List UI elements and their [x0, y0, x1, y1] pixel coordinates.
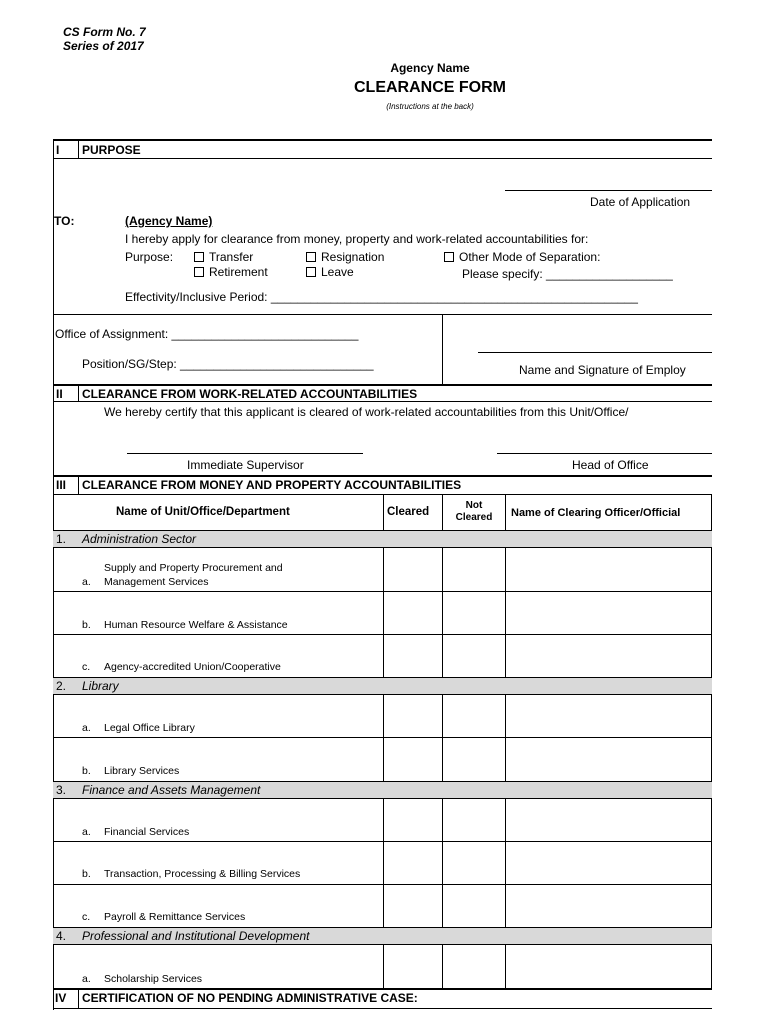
section1-title: PURPOSE [82, 143, 141, 157]
group-row [53, 678, 712, 694]
table-col-line [442, 547, 443, 677]
item-letter: b. [82, 619, 91, 631]
not-cleared-line2: Cleared [455, 512, 493, 523]
item-letter: b. [82, 765, 91, 777]
item-label: Scholarship Services [104, 973, 203, 985]
item-label: Supply and Property Procurement and [104, 562, 283, 574]
group-name: Library [82, 679, 119, 693]
table-col-line [505, 494, 506, 530]
form-number [63, 25, 146, 53]
form-series: Series of 2017 [63, 39, 144, 53]
table-col-line [383, 694, 384, 781]
table-col-line [711, 798, 712, 927]
section3-number: III [56, 478, 67, 492]
section1-vertical-divider [442, 314, 443, 384]
transfer-label: Transfer [209, 250, 254, 264]
supervisor-signature-line [127, 453, 363, 454]
item-letter: a. [82, 973, 91, 985]
group-name: Finance and Assets Management [82, 783, 261, 797]
table-col-line [711, 944, 712, 988]
form-title: CLEARANCE FORM [354, 79, 506, 96]
leave-label: Leave [321, 265, 354, 279]
section2-number: II [56, 387, 63, 401]
item-letter: a. [82, 722, 91, 734]
to-agency: (Agency Name) [125, 214, 213, 228]
supervisor-label: Immediate Supervisor [187, 458, 304, 472]
col-officer-header: Name of Clearing Officer/Official [511, 507, 681, 519]
table-col-line [442, 494, 443, 530]
table-col-line [442, 798, 443, 927]
section4-number: IV [55, 991, 67, 1005]
item-label: Transaction, Processing & Billing Services [104, 868, 301, 880]
head-label: Head of Office [572, 458, 649, 472]
option-leave[interactable] [306, 265, 354, 279]
retirement-label: Retirement [209, 265, 268, 279]
table-col-line [711, 494, 712, 530]
section2-top-border [53, 384, 712, 386]
left-border [53, 139, 54, 1010]
option-retirement[interactable] [194, 265, 268, 279]
other-label: Other Mode of Separation: [459, 250, 601, 264]
section2-certify-text: We hereby certify that this applicant is cleared of work-related accountabilities from this Unit/Office/ [104, 405, 629, 419]
section3-title: CLEARANCE FROM MONEY AND PROPERTY ACCOUNTABILITIES [82, 478, 462, 492]
other-checkbox[interactable] [444, 252, 454, 262]
table-col-line [505, 694, 506, 781]
option-resignation[interactable] [306, 250, 384, 264]
table-col-line [711, 547, 712, 677]
to-label: TO: [54, 214, 75, 228]
purpose-label: Purpose: [125, 250, 174, 264]
date-line [505, 190, 712, 191]
section2-title: CLEARANCE FROM WORK-RELATED ACCOUNTABILITIES [82, 387, 418, 401]
section1-number: I [56, 143, 60, 157]
item-letter: a. [82, 576, 91, 588]
col-unit-header: Name of Unit/Office/Department [116, 506, 290, 518]
section1-top-border [53, 139, 712, 141]
item-label: Payroll & Remittance Services [104, 911, 246, 923]
please-specify-field[interactable]: Please specify: ___________________ [462, 267, 673, 281]
section3-top-border [53, 475, 712, 477]
date-of-application-label: Date of Application [590, 195, 691, 209]
section4-divider [78, 988, 79, 1008]
form-no: CS Form No. 7 [63, 25, 146, 39]
option-transfer[interactable] [194, 250, 253, 264]
table-col-line [383, 944, 384, 988]
section1-divider [78, 139, 79, 158]
item-label: Agency-accredited Union/Cooperative [104, 661, 281, 673]
table-col-line [505, 798, 506, 927]
transfer-checkbox[interactable] [194, 252, 204, 262]
item-letter: c. [82, 661, 91, 673]
retirement-checkbox[interactable] [194, 267, 204, 277]
option-other[interactable] [444, 250, 600, 264]
item-label: Financial Services [104, 826, 190, 838]
item-label: Management Services [104, 576, 209, 588]
item-letter: c. [82, 911, 91, 923]
section1-mid-border [53, 314, 712, 315]
item-letter: b. [82, 868, 91, 880]
col-not-cleared-header [443, 500, 505, 524]
apply-text: I hereby apply for clearance from money, property and work-related accountabilities for: [125, 232, 589, 246]
section4-top-border [53, 988, 712, 990]
section4-title: CERTIFICATION OF NO PENDING ADMINISTRATIVE CASE: [82, 991, 418, 1005]
instructions-note: (Instructions at the back) [386, 102, 474, 111]
item-label: Legal Office Library [104, 722, 195, 734]
section1-header-border [53, 158, 712, 159]
table-col-line [442, 694, 443, 781]
table-col-line [505, 547, 506, 677]
position-field[interactable]: Position/SG/Step: _____________________________ [82, 357, 374, 371]
section4-bottom-border [53, 1008, 712, 1009]
item-label: Human Resource Welfare & Assistance [104, 619, 288, 631]
section2-divider [78, 384, 79, 401]
employee-signature-label: Name and Signature of Employ [519, 363, 686, 377]
group-number: 3. [56, 783, 67, 797]
table-col-line [383, 547, 384, 677]
table-col-line [505, 944, 506, 988]
table-col-line [442, 944, 443, 988]
table-col-line [383, 798, 384, 927]
office-of-assignment-field[interactable]: Office of Assignment: ____________________________ [55, 327, 359, 341]
group-number: 1. [56, 532, 67, 546]
table-col-line [383, 494, 384, 530]
col-cleared-header: Cleared [387, 506, 430, 518]
leave-checkbox[interactable] [306, 267, 316, 277]
group-name: Professional and Institutional Development [82, 929, 310, 943]
not-cleared-line1: Not [465, 500, 483, 511]
item-label: Library Services [104, 765, 180, 777]
resignation-checkbox[interactable] [306, 252, 316, 262]
item-letter: a. [82, 826, 91, 838]
table-col-line [711, 694, 712, 781]
agency-name: Agency Name [390, 61, 470, 75]
section3-divider [78, 475, 79, 494]
group-name: Administration Sector [82, 532, 197, 546]
resignation-label: Resignation [321, 250, 385, 264]
head-signature-line [497, 453, 712, 454]
group-number: 2. [56, 679, 67, 693]
employee-signature-line [478, 352, 712, 353]
effectivity-field[interactable]: Effectivity/Inclusive Period: _______________________________________________________ [125, 290, 638, 304]
section2-header-border [53, 401, 712, 402]
group-number: 4. [56, 929, 67, 943]
